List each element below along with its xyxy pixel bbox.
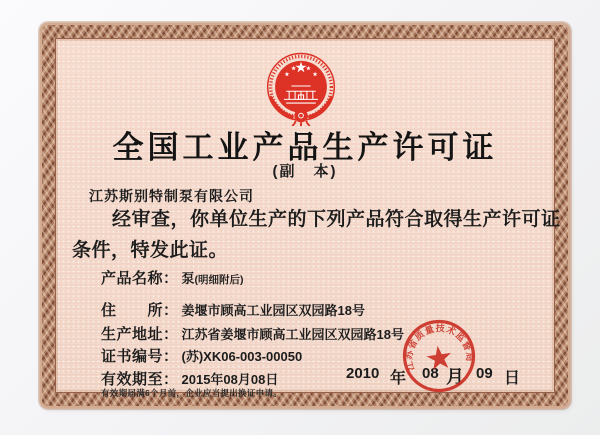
field-production-address	[101, 323, 404, 344]
company-name: 江苏斯别特制泵有限公司	[89, 188, 254, 204]
field-note: (明细附后)	[194, 274, 244, 286]
field-residence	[101, 299, 365, 320]
field-value: (苏)XK06-003-00050	[181, 349, 303, 364]
certificate-inner-field	[55, 38, 561, 398]
field-value: 江苏省姜堰市顾高工业园区双园路18号	[181, 327, 404, 342]
statement-line-2: 条件，特发此证。	[72, 240, 229, 261]
field-value: 姜堰市顾高工业园区双园路18号	[181, 303, 365, 318]
field-valid-until	[101, 368, 278, 389]
certificate-scan	[42, 25, 568, 406]
renewal-footnote: 有效期届满6个月前，企业应当提出换证申请。	[101, 388, 283, 398]
issue-year: 2010	[346, 365, 380, 382]
field-product-name	[101, 267, 244, 288]
issue-month: 08	[422, 365, 439, 382]
issue-month-label: 月	[446, 367, 464, 387]
issue-day-label: 日	[504, 370, 521, 387]
field-label: 生产地址：	[101, 326, 179, 343]
field-label: 住 所：	[101, 302, 179, 319]
field-value: 泵	[181, 271, 195, 286]
china-national-emblem-icon	[264, 52, 338, 126]
issue-year-label: 年	[390, 370, 407, 387]
field-label: 有效期至：	[101, 371, 179, 388]
certificate-subtitle: (副 本)	[272, 163, 338, 180]
field-certificate-number	[101, 345, 302, 366]
issue-day: 09	[476, 365, 493, 382]
field-label: 产品名称：	[101, 270, 179, 287]
field-value: 2015年08月08日	[181, 372, 279, 387]
statement-line-1: 经审查，你单位生产的下列产品符合取得生产许可证	[112, 209, 561, 230]
certificate-title: 全国工业产品生产许可证	[112, 130, 498, 165]
official-seal-stamp	[400, 317, 478, 395]
seal-text: 江苏省质量技术监督局	[403, 323, 475, 372]
field-label: 证书编号：	[101, 348, 179, 365]
